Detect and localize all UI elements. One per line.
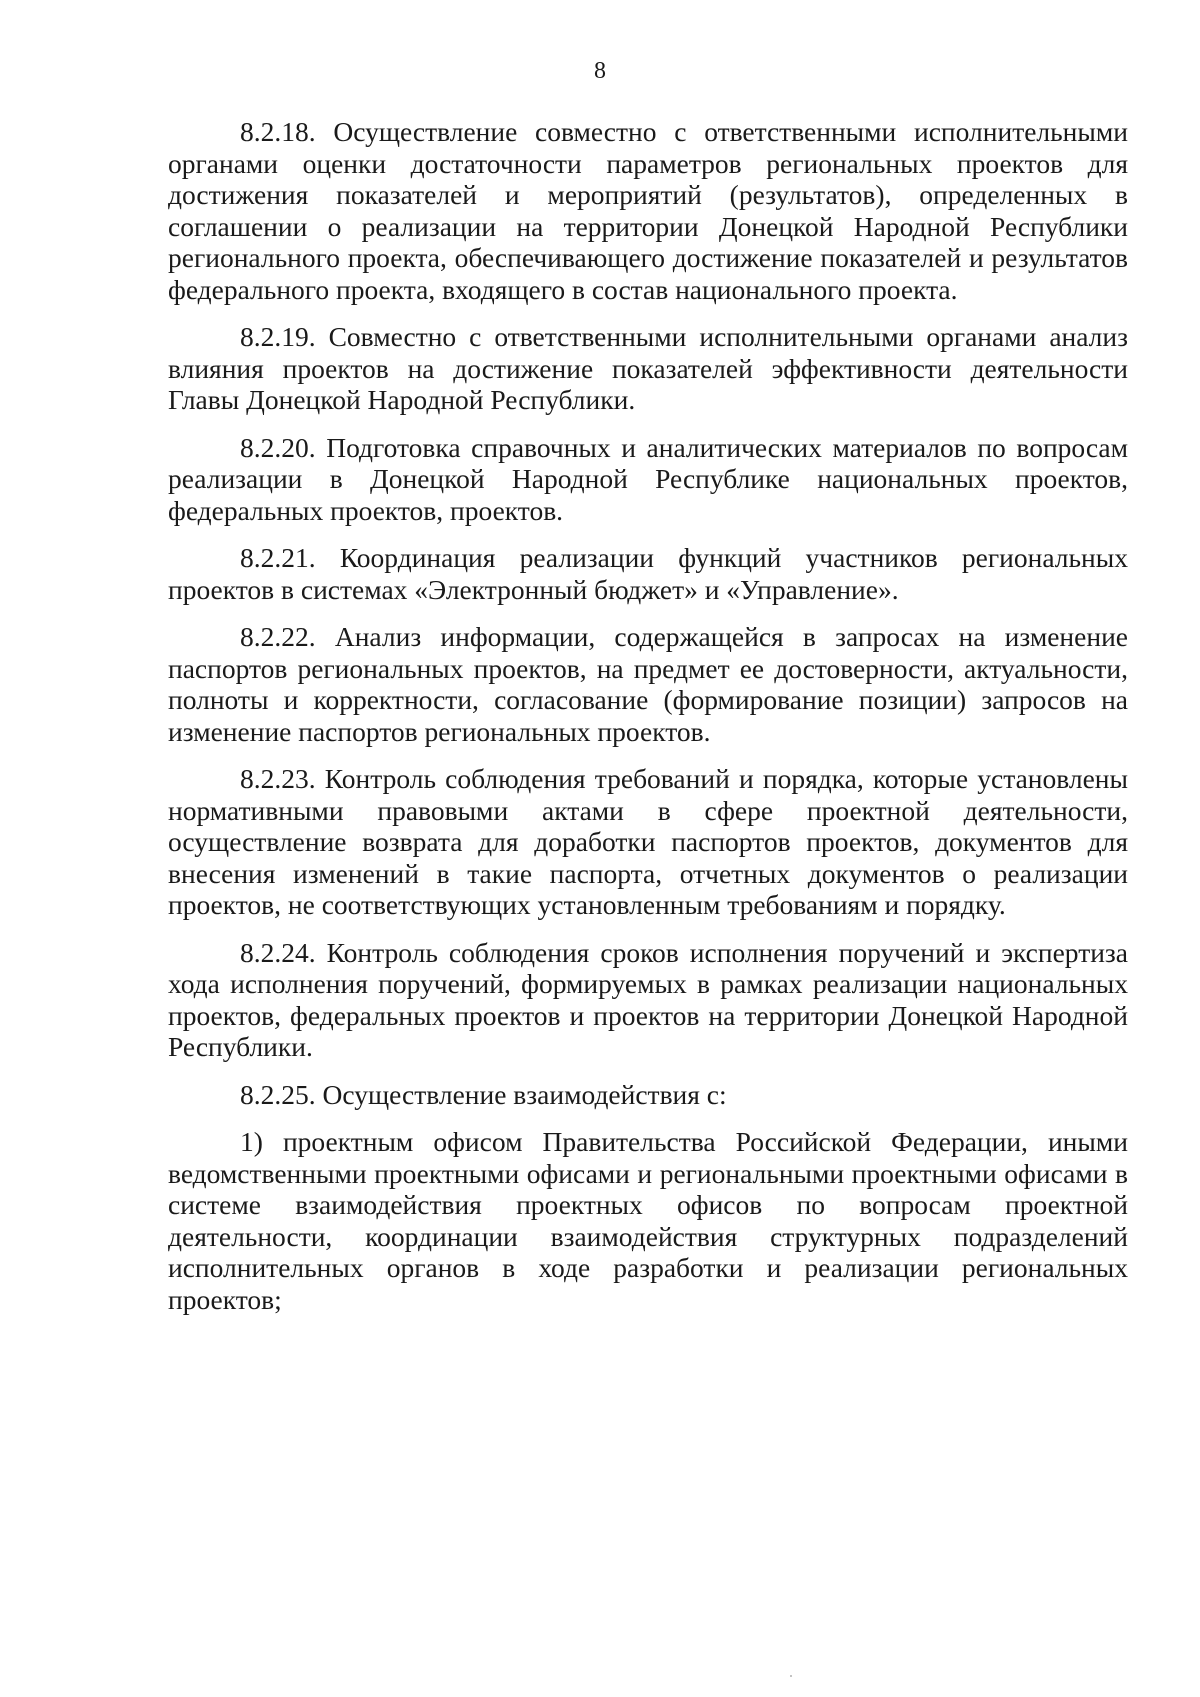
paragraph-8-2-22: 8.2.22. Анализ информации, содержащейся в запросах на изменение паспортов региональных проектов, на предмет ее достоверности, актуальности, полноты и корректности, согласование (формирование позиции) запросов на изменение паспортов региональных проектов.	[168, 621, 1128, 747]
paragraph-8-2-19: 8.2.19. Совместно с ответственными исполнительными органами анализ влияния проектов на достижение показателей эффективности деятельности Главы Донецкой Народной Республики.	[168, 321, 1128, 415]
paragraph-8-2-24: 8.2.24. Контроль соблюдения сроков исполнения поручений и экспертиза хода исполнения поручений, формируемых в рамках реализации национальных проектов, федеральных проектов и проектов на территории Донецкой Народной Республики.	[168, 936, 1128, 1062]
paragraph-8-2-23: 8.2.23. Контроль соблюдения требований и порядка, которые установлены нормативными правовыми актами в сфере проектной деятельности, осуществление возврата для доработки паспортов проектов, документов для внесения изменений в такие паспорта, отчетных документов о реализации проектов, не соответствующих установленным требованиям и порядку.	[168, 763, 1128, 920]
paragraph-8-2-25: 8.2.25. Осуществление взаимодействия с:	[240, 1078, 727, 1110]
paragraph-8-2-21: 8.2.21. Координация реализации функций участников региональных проектов в системах «Электронный бюджет» и «Управление».	[168, 542, 1128, 605]
document-body	[168, 116, 1128, 1315]
list-item-1: 1) проектным офисом Правительства Российской Федерации, иными ведомственными проектными офисами и региональными проектными офисами в системе взаимодействия проектных офисов по вопросам проектной деятельности, координации взаимодействия структурных подразделений исполнительных органов в ходе разработки и реализации региональных проектов;	[168, 1126, 1128, 1315]
page-number: 8	[594, 58, 606, 84]
paragraph-8-2-18: 8.2.18. Осуществление совместно с ответственными исполнительными органами оценки достаточности параметров региональных проектов для достижения показателей и мероприятий (результатов), определенных в соглашении о реализации на территории Донецкой Народной Республики регионального проекта, обеспечивающего достижение показателей и результатов федерального проекта, входящего в состав национального проекта.	[168, 116, 1128, 305]
paragraph-8-2-20: 8.2.20. Подготовка справочных и аналитических материалов по вопросам реализации в Донецкой Народной Республике национальных проектов, федеральных проектов, проектов.	[168, 431, 1128, 526]
scan-speck	[790, 1675, 792, 1677]
